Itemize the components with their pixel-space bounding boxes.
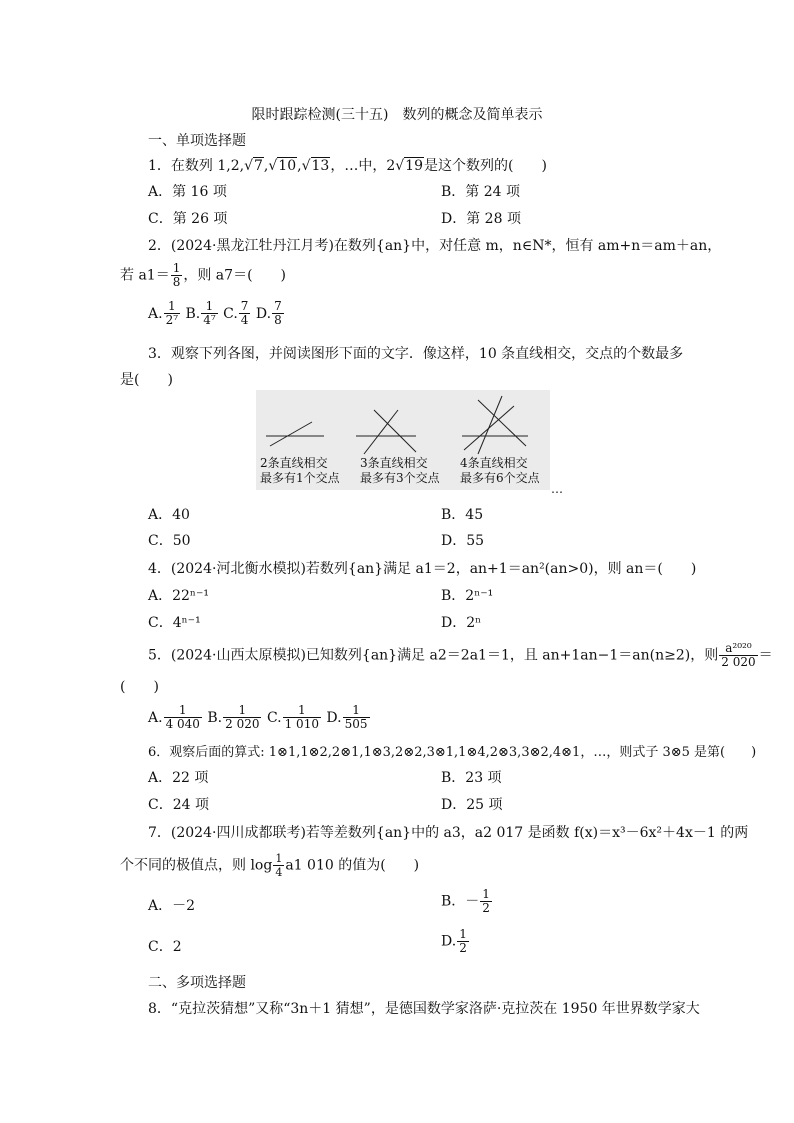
section-multiple-choice: 二、多项选择题 [148,975,246,991]
q7-line2-pre: 个不同的极值点，则 log [120,857,273,874]
q7-option-a[interactable]: A．－2 [148,898,196,914]
q7-option-b[interactable]: B．－ $\frac{1}{2}$ [441,887,490,915]
q6-option-c[interactable]: C．24 项 [148,797,209,813]
q7-option-c[interactable]: C．2 [148,939,182,955]
q2-line2-pre: 若 a1＝ [120,267,170,284]
question-2-line1: 2．(2024·黑龙江牡丹江月考)在数列{an}中，对任意 m，n∈N*，恒有 am+n＝am＋an， [148,238,722,254]
question-7-line1: 7．(2024·四川成都联考)若等差数列{an}中的 a3，a2 017 是函数 f(x)＝x³－6x²＋4x－1 的两 [148,825,749,841]
q6-option-b[interactable]: B．23 项 [441,770,502,786]
question-4: 4．(2024·河北衡水模拟)若数列{an}满足 a1＝2，an+1＝an²(an>0)，则 an＝( ) [148,561,697,577]
question-3-line2: 是( ) [120,372,173,388]
q1-sqrt10: 10 [278,158,297,174]
section-single-choice: 一、单项选择题 [148,133,246,149]
q5-fraction: $\frac{\text{a²⁰²⁰}}{2 020}$ [721,641,756,669]
q2-line2-post: ，则 a7＝( ) [183,267,286,284]
q1-option-a[interactable]: A．第 16 项 [148,184,227,200]
q5-option-d[interactable]: D. $\frac{1}{505}$ [326,703,368,731]
q7-log-base: $\frac{1}{4}$ [275,852,283,879]
q4-option-d[interactable]: D．2ⁿ [441,615,482,631]
intersecting-lines-figure [256,390,550,490]
question-5 [148,642,773,669]
q1-text-a: 1．在数列 1,2, [148,158,245,174]
caption-4-lines: 4条直线相交 最多有6个交点 [460,456,540,485]
q6-option-a[interactable]: A．22 项 [148,770,209,786]
q5-option-a[interactable]: A. $\frac{1}{4 040}$ [148,703,200,731]
caption-2-lines: 2条直线相交 最多有1个交点 [260,456,340,485]
q1-sqrt13: 13 [311,158,330,174]
q3-option-a[interactable]: A．40 [148,507,190,523]
question-7-line2 [120,852,419,879]
q2-options [148,300,285,327]
q2-option-d[interactable]: D. $\frac{7}{8}$ [255,299,282,327]
q2-option-c[interactable]: C. $\frac{7}{4}$ [223,299,249,327]
q3-option-d[interactable]: D．55 [441,533,485,549]
q3-option-c[interactable]: C．50 [148,533,191,549]
q4-option-a[interactable]: A．22ⁿ⁻¹ [148,588,209,604]
q7-line2-post: a1 010 的值为( ) [285,857,420,874]
q1-sqrt19: 19 [405,158,423,174]
q5-option-b[interactable]: B. $\frac{1}{2 020}$ [207,703,260,731]
q5-option-c[interactable]: C. $\frac{1}{1 010}$ [266,703,319,731]
q7-option-d[interactable]: D. $\frac{1}{2}$ [441,927,467,955]
q5-equals: ＝ [758,647,773,664]
question-2-line2 [120,262,286,289]
q1-text-c: 是这个数列的( ) [424,158,547,174]
q2-option-a[interactable]: A. $\frac{1}{\text{2⁷}}$ [148,299,179,327]
q5-options [148,704,371,731]
q5-text: 5．(2024·山西太原模拟)已知数列{an}满足 a2＝2a1＝1，且 an+1an−1＝an(n≥2)，则 [148,647,719,664]
q3-option-b[interactable]: B．45 [441,507,484,523]
q1-option-b[interactable]: B．第 24 项 [441,184,521,200]
question-3-line1: 3．观察下列各图，并阅读图形下面的文字．像这样，10 条直线相交，交点的个数最多 [148,346,684,362]
q4-option-c[interactable]: C．4ⁿ⁻¹ [148,615,201,631]
question-1: 1．在数列 1,2,√7,√10,√13，…中，2√19是这个数列的( ) [148,158,547,174]
q6-option-d[interactable]: D．25 项 [441,797,503,813]
question-8: 8．“克拉茨猜想”又称“3n＋1 猜想”，是德国数学家洛萨·克拉茨在 1950 年世界数学家大 [148,1001,700,1017]
q2-option-b[interactable]: B. $\frac{1}{\text{4⁷}}$ [185,299,216,327]
q1-option-c[interactable]: C．第 26 项 [148,211,228,227]
caption-3-lines: 3条直线相交 最多有3个交点 [360,456,440,485]
q4-option-b[interactable]: B．2ⁿ⁻¹ [441,588,494,604]
figure-ellipsis: … [551,482,563,496]
q1-option-d[interactable]: D．第 28 项 [441,211,521,227]
question-6: 6．观察后面的算式: 1⊗1,1⊗2,2⊗1,1⊗3,2⊗2,3⊗1,1⊗4,2⊗3,3⊗2,4⊗1，…，则式子 3⊗5 是第( ) [148,745,757,760]
question-5-line2: ( ) [120,679,159,695]
q1-sqrt7: 7 [254,158,263,174]
q2-fraction: $\frac{1}{8}$ [172,261,181,289]
page-title: 限时跟踪检测(三十五) 数列的概念及简单表示 [251,107,543,123]
q1-text-b: ，…中，2 [330,158,396,174]
